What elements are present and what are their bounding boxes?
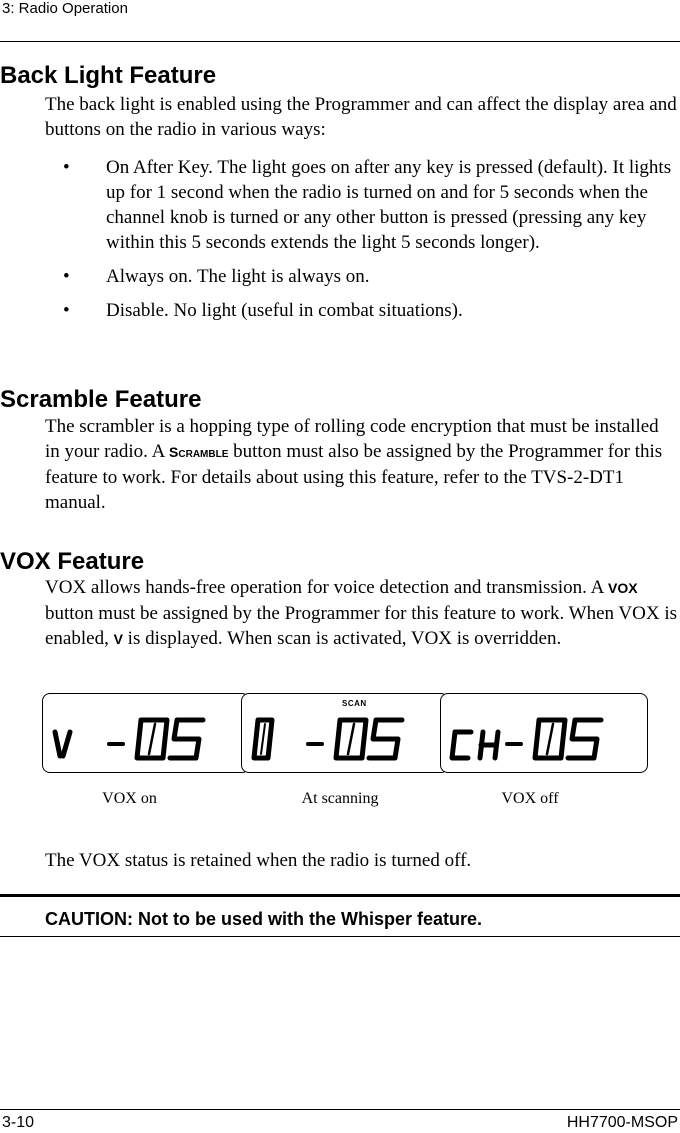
lcd-caption-vox-off: VOX off: [501, 790, 559, 807]
backlight-options-list: [45, 155, 677, 332]
footer-rule: [0, 1109, 680, 1110]
page-number: 3-10: [2, 1114, 35, 1131]
header-rule: [0, 41, 680, 42]
option-text: Disable. No light (useful in combat situations).: [106, 300, 463, 321]
scramble-text-a: The scrambler is a hopping type of rolling code encryption that must be installed in your radio. A: [45, 416, 659, 462]
option-text: Always on. The light is always on.: [106, 266, 370, 287]
section-title-scramble: Scramble Feature: [0, 386, 202, 413]
lcd-digit-5: [568, 720, 601, 758]
bullet-icon: •: [63, 266, 70, 287]
chapter-header: 3: Radio Operation: [2, 0, 128, 17]
lcd-glyph-v: [55, 732, 60, 756]
scramble-text-b: button must also be assigned by the Programmer for this feature to work. For details about using this feature, refer to the TVS-2-DT1 manual.: [45, 441, 663, 513]
scan-indicator: SCAN: [342, 699, 367, 708]
lcd-display-scanning: [241, 693, 449, 773]
vox-symbol: V: [113, 631, 123, 647]
option-text: On After Key. The light goes on after any key is pressed (default). It lights up for 1 second when the radio is turned on and for 5 seconds when the channel knob is turned or any other button is pressed (pressing any key within this 5 seconds extends the light 5 seconds longer).: [106, 157, 672, 253]
list-item: [45, 264, 677, 289]
backlight-intro: The back light is enabled using the Programmer and can affect the display area and buttons on the radio in various ways:: [45, 94, 677, 140]
vox-text-a: VOX allows hands-free operation for voice detection and transmission. A: [45, 577, 608, 598]
lcd-digit-5: [369, 720, 402, 758]
list-item: [45, 155, 677, 255]
section-title-vox: VOX Feature: [0, 548, 145, 575]
lcd-glyph-c: [452, 732, 471, 758]
list-item: [45, 298, 677, 323]
scramble-key-label: Scramble: [169, 444, 229, 460]
vox-key-label: VOX: [608, 580, 638, 596]
scramble-text: [45, 414, 677, 515]
lcd-caption-scanning: At scanning: [301, 790, 379, 807]
lcd-glyph-h: [480, 732, 498, 758]
caution-top-rule: [0, 894, 680, 897]
lcd-display-vox-on: [42, 693, 250, 773]
lcd-display-vox-off: [440, 693, 648, 773]
vox-text: [45, 575, 677, 652]
bullet-icon: •: [63, 157, 70, 178]
vox-text-b: button must be assigned by the Programmer for this feature to work. When VOX is enabled,: [45, 603, 677, 649]
lcd-digit-5: [170, 720, 203, 758]
document-id: HH7700-MSOP: [566, 1114, 678, 1131]
vox-text-c: is displayed. When scan is activated, VOX is overridden.: [122, 628, 562, 649]
vox-retained-note: The VOX status is retained when the radio is turned off.: [45, 850, 472, 871]
bullet-icon: •: [63, 300, 70, 321]
lcd-caption-vox-on: VOX on: [102, 790, 157, 807]
caution-bottom-rule: [0, 936, 680, 937]
caution-note: CAUTION: Not to be used with the Whisper feature.: [45, 909, 483, 929]
section-title-backlight: Back Light Feature: [0, 62, 217, 89]
